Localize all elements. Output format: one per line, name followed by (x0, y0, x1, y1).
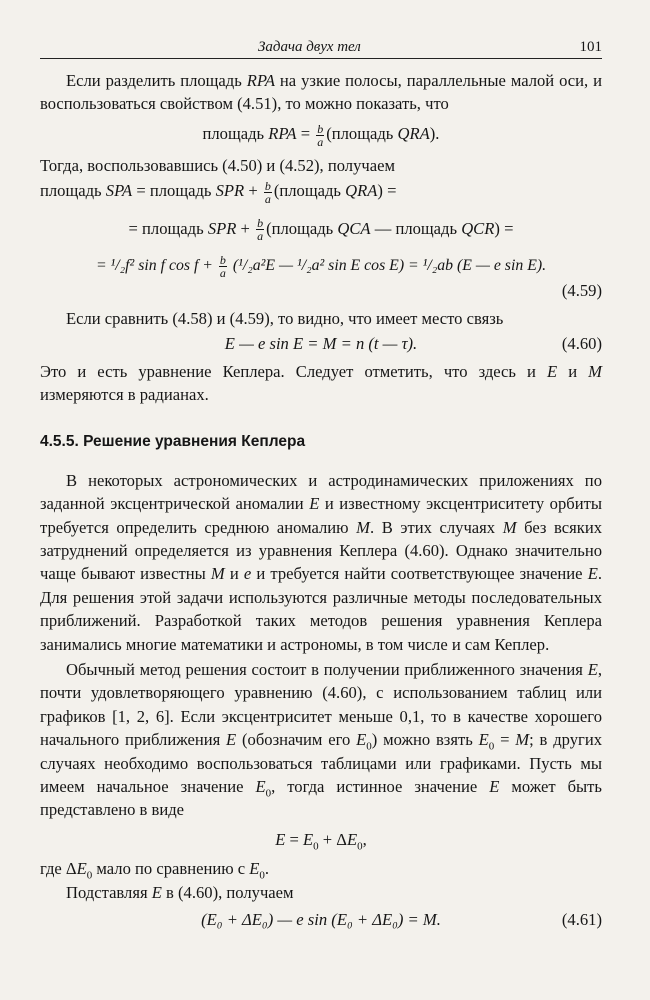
text-span: ) = (494, 218, 514, 238)
text-span: , почти удовлетворяющего уравнению (4.60), с использованием таблиц или графиков [1, 2, 6]. Если эксцентриситет меньше 0,1, то в качестве хорошего начального приближения (40, 659, 602, 750)
text-span: ). (429, 123, 440, 143)
paragraph-substituting (40, 881, 602, 904)
running-title: Задача двух тел (258, 39, 361, 55)
math-var: E (303, 829, 314, 849)
paragraph-delta-small (40, 857, 602, 880)
paragraph-method (40, 658, 602, 822)
math-var: E (587, 659, 598, 679)
text-span: где Δ (40, 859, 77, 879)
formula: E — e sin E = M = n (t — τ). (224, 334, 418, 354)
text-span: Обычный метод решения состоит в получении приближенного значения (66, 659, 588, 679)
book-page (40, 34, 602, 931)
text-span: на узкие полосы, параллельные малой оси, и воспользоваться свойством (4.51), то можно показать, что (40, 71, 602, 114)
text-span: и требуется найти соответствующее значение (251, 564, 588, 584)
text-span: Тогда, воспользовавшись (4.50) и (4.52), получаем (40, 155, 395, 175)
fraction-numerator: b (317, 121, 324, 136)
text-span: + (236, 218, 255, 238)
fraction-numerator: b (219, 253, 226, 268)
math-var: E (255, 777, 266, 796)
text-span: ) = (377, 180, 397, 200)
text-span: Если разделить площадь (66, 71, 247, 90)
math-var: QRA (397, 123, 430, 143)
subscript: 0 (488, 740, 495, 753)
math-var: RPA (246, 71, 276, 90)
text-span: В некоторых астрономических и астродинамических приложениях по заданной эксцентрической аномалии (40, 470, 602, 514)
fraction-b-over-a (256, 217, 264, 242)
math-var: QRA (345, 180, 378, 200)
fraction-numerator: b (264, 178, 271, 193)
paragraph-applications (40, 469, 602, 656)
text-span: = (296, 123, 315, 143)
subscript: 0 (313, 840, 319, 853)
math-var: E (547, 361, 558, 381)
formula-part: (¹/₂a²E — ¹/₂a² sin E cos E) = ¹/₂ab (E — e sin E). (228, 257, 547, 275)
math-var: E (226, 730, 237, 750)
equation-number: (4.59) (561, 281, 602, 301)
math-var: M (502, 517, 517, 537)
math-var: M (515, 730, 530, 750)
math-var: QCA (337, 218, 371, 238)
subscript: 0 (265, 787, 272, 800)
math-var: M (588, 361, 602, 381)
equation-number-row (40, 279, 602, 302)
math-var: M (356, 517, 370, 537)
text-span: = (494, 730, 516, 750)
page-header (40, 34, 602, 59)
paragraph-then (40, 154, 602, 177)
text-span: и (557, 361, 589, 381)
math-var: SPR (207, 218, 237, 238)
equation-kepler (40, 332, 602, 355)
section-heading (40, 430, 602, 453)
formula: (E₀ + ΔE₀) — e sin (E₀ + ΔE₀) = M. (201, 910, 441, 930)
text-span: (площадь (273, 180, 346, 200)
math-var: RPA (268, 123, 297, 143)
text-span: Если сравнить (4.58) и (4.59), то видно, что имеет место связь (66, 308, 504, 328)
math-var: SPA (105, 180, 133, 200)
text-span: площадь (202, 123, 269, 143)
text-span: площадь (40, 180, 106, 200)
math-var: M (210, 564, 225, 584)
text-span: , (362, 829, 367, 849)
math-var: E (356, 730, 367, 750)
math-var: E (76, 859, 87, 879)
math-var: E (309, 494, 320, 514)
math-var: E (587, 564, 598, 584)
subscript: 0 (86, 869, 93, 882)
fraction-b-over-a (316, 123, 324, 148)
fraction-denominator: a (219, 266, 226, 281)
equation-substituted (40, 908, 602, 931)
text-span: без всяких затруднений определяется из уравнения Кеплера (4.60). Однако значительно чаще бывают известны (40, 517, 602, 584)
text-span: + Δ (318, 829, 347, 849)
fraction-denominator: a (257, 229, 264, 244)
math-var: QCR (461, 218, 495, 238)
equation-e-approx (40, 828, 602, 851)
section-title: 4.5.5. Решение уравнения Кеплера (40, 433, 306, 451)
text-span: ) можно взять (371, 730, 479, 750)
math-var: e (243, 564, 252, 584)
math-var: E (478, 730, 489, 750)
equation-area-spa (40, 179, 602, 205)
equation-area-spr (40, 217, 602, 243)
text-span: . (264, 859, 270, 879)
text-span: . В этих случаях (370, 517, 503, 537)
text-span: (обозначим его (236, 730, 357, 750)
math-var: E (249, 859, 260, 879)
text-span: ; в других случаях необходимо воспользоваться таблицами или графиками. Пусть мы имеем начальное значение (40, 730, 602, 796)
text-span: может быть представлено в виде (40, 777, 602, 820)
text-span: (площадь (266, 218, 338, 238)
text-span: = (285, 829, 304, 849)
math-var: E (346, 829, 358, 849)
page-number: 101 (579, 39, 602, 55)
fraction-denominator: a (264, 191, 271, 206)
math-var: E (275, 829, 286, 849)
equation-area-result (40, 254, 602, 279)
equation-area-rpa (40, 122, 602, 148)
text-span: Подставляя (66, 882, 152, 902)
text-span: измеряются в радианах. (40, 384, 209, 404)
equation-number: (4.61) (561, 910, 602, 930)
math-var: E (489, 777, 500, 796)
paragraph-area-division (40, 69, 602, 116)
text-span: Это и есть уравнение Кеплера. Следует отметить, что здесь и (40, 361, 547, 381)
subscript: 0 (357, 840, 363, 853)
text-span: = площадь (132, 180, 216, 200)
text-span: (площадь (326, 123, 398, 143)
text-span: , тогда истинное значение (271, 777, 490, 796)
fraction-numerator: b (257, 216, 264, 231)
subscript: 0 (259, 869, 265, 882)
text-span: в (4.60), получаем (161, 882, 294, 902)
text-span: = площадь (128, 218, 208, 238)
paragraph-kepler-equation (40, 360, 602, 407)
text-span: мало по сравнению с (92, 859, 250, 879)
math-var: E (151, 882, 162, 902)
text-span: + (244, 180, 262, 200)
text-span: и известному эксцентриситету орбиты требуется определить среднюю аномалию (40, 494, 602, 537)
formula-part: = ¹/₂f² sin f cos f + (95, 257, 217, 275)
math-var: SPR (215, 180, 245, 200)
fraction-b-over-a (219, 254, 227, 279)
subscript: 0 (366, 740, 372, 753)
text-span: и (224, 564, 244, 584)
text-span: — площадь (370, 218, 462, 238)
paragraph-compare (40, 307, 602, 330)
text-span: . Для решения этой задачи используются различные методы последовательных приближений. Разработкой таких методов решения уравнения Кеплера занимались многие математики и астрономы, в том числе и сам Кеплер. (40, 564, 602, 654)
fraction-denominator: a (317, 134, 324, 149)
fraction-b-over-a (264, 180, 272, 205)
equation-number: (4.60) (561, 334, 602, 354)
